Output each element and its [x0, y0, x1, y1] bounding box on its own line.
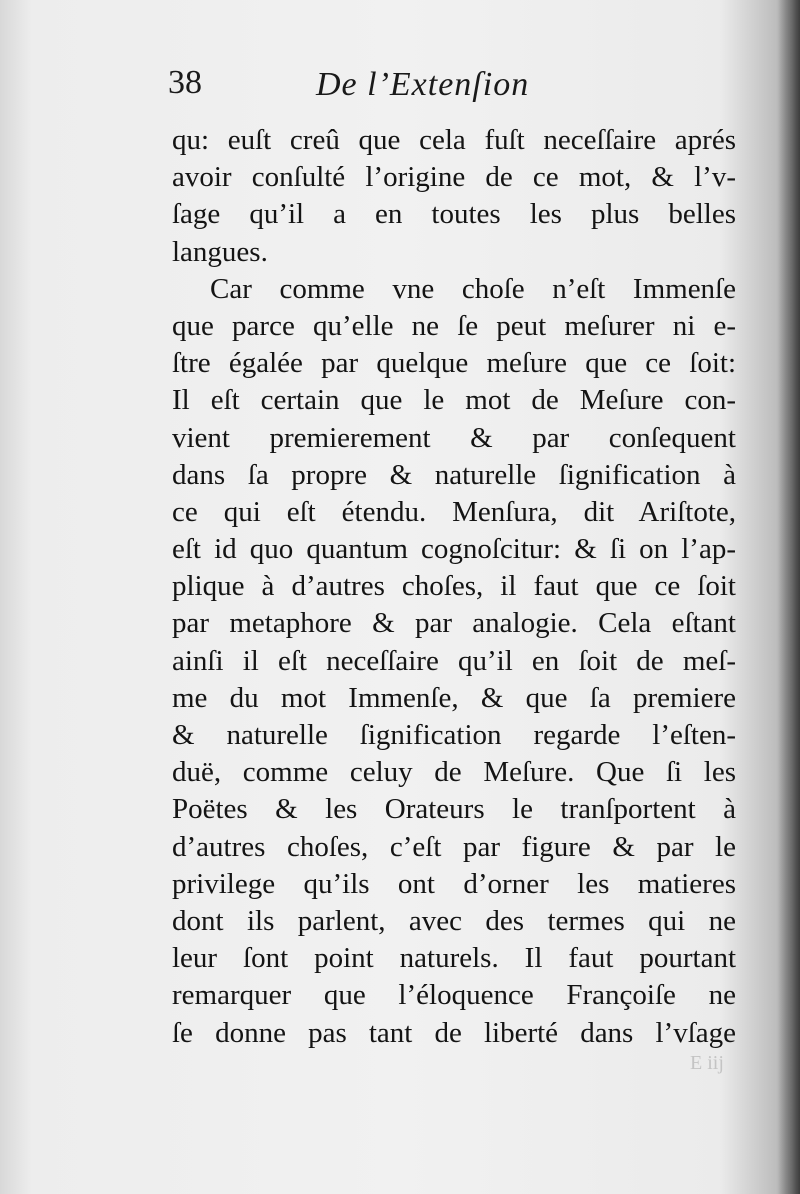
text-line: Il eſt certain que le mot de Meſure con- — [172, 384, 736, 417]
text-line: eſt id quo quantum cognoſcitur: & ſi on l’ap- — [172, 533, 736, 566]
text-line: vient premierement & par conſequent — [172, 421, 736, 454]
page-number: 38 — [168, 64, 202, 101]
text-line: langues. — [172, 235, 268, 268]
text-line: d’autres choſes, c’eſt par figure & par le — [172, 830, 736, 863]
page-gutter-shadow — [778, 0, 800, 1194]
signature-mark: E iij — [690, 1052, 724, 1074]
text-line: & naturelle ſignification regarde l’eſten- — [172, 719, 736, 751]
text-line: plique à d’autres choſes, il faut que ce ſoit — [172, 570, 736, 603]
text-line: dans ſa propre & naturelle ſignification à — [172, 458, 736, 491]
text-line: ainſi il eſt neceſſaire qu’il en ſoit de meſ- — [172, 644, 736, 677]
page-header — [168, 64, 738, 114]
text-line: qu: euſt creû que cela fuſt neceſſaire aprés — [172, 124, 736, 156]
body-text — [172, 122, 736, 1052]
running-head: De l’Extenſion — [316, 66, 530, 103]
text-line: ce qui eſt étendu. Menſura, dit Ariſtote, — [172, 495, 736, 528]
text-line: duë, comme celuy de Meſure. Que ſi les — [172, 756, 736, 789]
text-line: leur ſont point naturels. Il faut pourtant — [172, 942, 736, 975]
text-line: ſage qu’il a en toutes les plus belles — [172, 198, 736, 231]
text-line: Car comme vne choſe n’eſt Immenſe — [210, 272, 736, 305]
text-line: par metaphore & par analogie. Cela eſtant — [172, 607, 736, 640]
text-line: avoir conſulté l’origine de ce mot, & l’v- — [172, 161, 736, 194]
text-line: ſe donne pas tant de liberté dans l’vſage — [172, 1016, 736, 1049]
text-line: remarquer que l’éloquence Françoiſe ne — [172, 979, 736, 1012]
text-line: Poëtes & les Orateurs le tranſportent à — [172, 793, 736, 826]
text-line: privilege qu’ils ont d’orner les matieres — [172, 867, 736, 900]
text-line: ſtre égalée par quelque meſure que ce ſoit: — [172, 347, 736, 380]
text-line: me du mot Immenſe, & que ſa premiere — [172, 681, 736, 714]
text-line: dont ils parlent, avec des termes qui ne — [172, 904, 736, 937]
text-line: que parce qu’elle ne ſe peut meſurer ni e- — [172, 309, 736, 342]
